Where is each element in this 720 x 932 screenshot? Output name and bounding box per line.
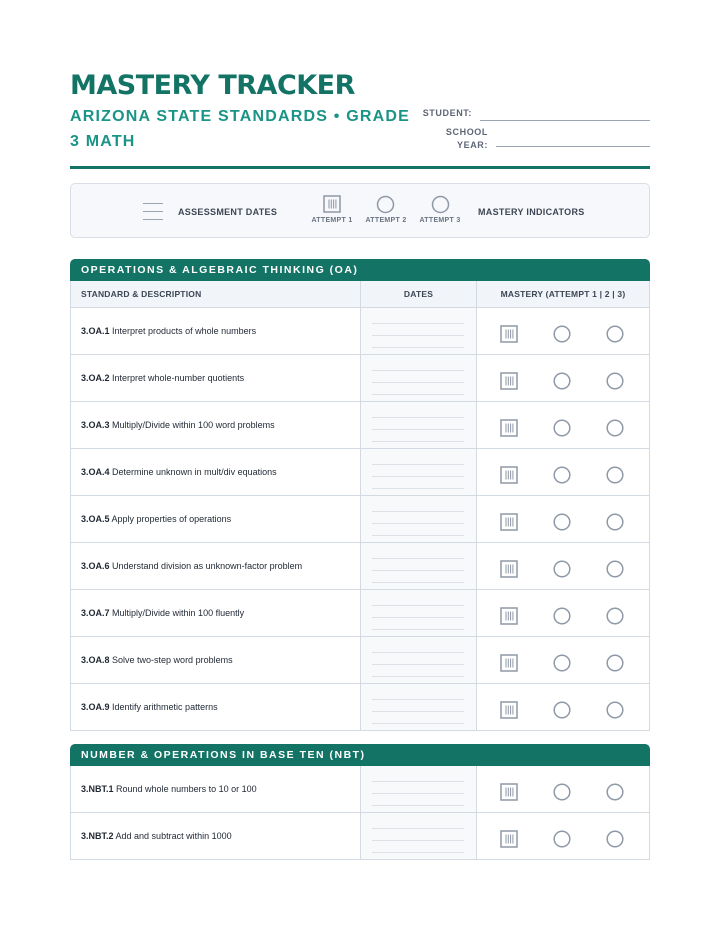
date-line[interactable] — [372, 652, 464, 653]
dates-cell[interactable] — [361, 449, 477, 495]
table-body — [71, 766, 649, 860]
page-title: MASTERY TRACKER — [70, 70, 355, 101]
date-line[interactable] — [372, 394, 464, 395]
date-line[interactable] — [372, 476, 464, 477]
mastery-cell — [477, 590, 649, 636]
mastery-cell — [477, 402, 649, 448]
legend-attempt1: ATTEMPT 1 — [311, 217, 353, 224]
date-line[interactable] — [372, 511, 464, 512]
circle-icon[interactable] — [606, 783, 624, 801]
mastery-cell — [477, 449, 649, 495]
circle-icon[interactable] — [606, 701, 624, 719]
date-line[interactable] — [372, 793, 464, 794]
date-line[interactable] — [372, 582, 464, 583]
date-line[interactable] — [372, 535, 464, 536]
circle-icon[interactable] — [553, 466, 571, 484]
dates-cell[interactable] — [361, 308, 477, 354]
table-row — [71, 449, 649, 496]
standard-code: 3.OA.1 — [81, 326, 110, 336]
standard-text: Understand division as unknown-factor problem — [112, 561, 303, 571]
circle-icon[interactable] — [553, 372, 571, 390]
circle-icon[interactable] — [553, 701, 571, 719]
circle-icon[interactable] — [553, 325, 571, 343]
mastery-cell — [477, 766, 649, 812]
school-year-field[interactable] — [496, 146, 650, 147]
standard-description — [71, 496, 361, 542]
circle-icon[interactable] — [553, 513, 571, 531]
box-tally-icon[interactable] — [500, 830, 518, 848]
date-lines-icon — [143, 203, 163, 221]
standard-description — [71, 766, 361, 812]
standard-text: Round whole numbers to 10 or 100 — [116, 784, 257, 794]
date-line[interactable] — [372, 805, 464, 806]
table-row — [71, 308, 649, 355]
date-line[interactable] — [372, 370, 464, 371]
standard-text: Interpret products of whole numbers — [112, 326, 257, 336]
circle-icon[interactable] — [553, 830, 571, 848]
section-oa — [70, 259, 650, 731]
standard-description — [71, 590, 361, 636]
box-tally-icon[interactable] — [500, 325, 518, 343]
date-line[interactable] — [372, 382, 464, 383]
date-line[interactable] — [372, 840, 464, 841]
date-line[interactable] — [372, 852, 464, 853]
table-body — [71, 308, 649, 731]
mastery-cell — [477, 684, 649, 730]
dates-cell[interactable] — [361, 590, 477, 636]
standard-code: 3.OA.4 — [81, 467, 110, 477]
legend — [70, 183, 650, 238]
table-row — [71, 684, 649, 731]
date-line[interactable] — [372, 523, 464, 524]
standard-code: 3.OA.5 — [81, 514, 110, 524]
student-label: STUDENT: — [422, 108, 472, 118]
legend-attempt2: ATTEMPT 2 — [365, 217, 407, 224]
circle-icon[interactable] — [553, 783, 571, 801]
dates-cell[interactable] — [361, 813, 477, 859]
standard-text: Identify arithmetic patterns — [112, 702, 218, 712]
table-row — [71, 543, 649, 590]
date-line[interactable] — [372, 629, 464, 630]
school-year-label-2: YEAR: — [456, 140, 488, 150]
standard-code: 3.OA.8 — [81, 655, 110, 665]
standard-text: Apply properties of operations — [111, 514, 232, 524]
circle-icon[interactable] — [606, 560, 624, 578]
date-line[interactable] — [372, 664, 464, 665]
circle-icon[interactable] — [553, 419, 571, 437]
standard-text: Interpret whole-number quotients — [112, 373, 245, 383]
standard-text: Add and subtract within 1000 — [115, 831, 232, 841]
table-row — [71, 355, 649, 402]
box-tally-icon[interactable] — [500, 419, 518, 437]
mastery-cell — [477, 496, 649, 542]
box-tally-icon[interactable] — [500, 607, 518, 625]
date-line[interactable] — [372, 781, 464, 782]
dates-cell[interactable] — [361, 766, 477, 812]
standard-description — [71, 813, 361, 859]
standard-code: 3.OA.2 — [81, 373, 110, 383]
standard-description — [71, 308, 361, 354]
standard-description — [71, 355, 361, 401]
box-tally-icon[interactable] — [500, 783, 518, 801]
dates-cell[interactable] — [361, 402, 477, 448]
standard-code: 3.OA.7 — [81, 608, 110, 618]
legend-mastery-label: MASTERY INDICATORS — [478, 207, 585, 217]
box-tally-icon[interactable] — [500, 466, 518, 484]
date-line[interactable] — [372, 429, 464, 430]
dates-cell[interactable] — [361, 543, 477, 589]
circle-icon[interactable] — [606, 372, 624, 390]
date-line[interactable] — [372, 488, 464, 489]
standard-description — [71, 684, 361, 730]
date-line[interactable] — [372, 570, 464, 571]
page-subtitle: ARIZONA STATE STANDARDS • GRADE 3 MATH — [70, 108, 410, 150]
date-line[interactable] — [372, 441, 464, 442]
legend-attempt3: ATTEMPT 3 — [419, 217, 461, 224]
dates-cell[interactable] — [361, 496, 477, 542]
section-title: OPERATIONS & ALGEBRAIC THINKING (OA) — [70, 259, 650, 281]
circle-icon[interactable] — [606, 654, 624, 672]
date-line[interactable] — [372, 828, 464, 829]
circle-icon[interactable] — [553, 607, 571, 625]
box-tally-icon[interactable] — [500, 513, 518, 531]
standard-description — [71, 543, 361, 589]
box-tally-icon[interactable] — [500, 701, 518, 719]
standard-code: 3.NBT.2 — [81, 831, 114, 841]
standard-text: Solve two-step word problems — [112, 655, 233, 665]
legend-dates-label: ASSESSMENT DATES — [178, 207, 278, 217]
date-line[interactable] — [372, 617, 464, 618]
box-tally-icon[interactable] — [500, 372, 518, 390]
standard-code: 3.NBT.1 — [81, 784, 114, 794]
dates-cell[interactable] — [361, 355, 477, 401]
standards-table — [70, 766, 650, 860]
header-rule — [70, 166, 650, 169]
circle-icon[interactable] — [606, 513, 624, 531]
student-field[interactable] — [480, 120, 650, 121]
box-tally-icon[interactable] — [500, 654, 518, 672]
standard-code: 3.OA.6 — [81, 561, 110, 571]
date-line[interactable] — [372, 464, 464, 465]
circle-icon[interactable] — [606, 466, 624, 484]
table-row — [71, 637, 649, 684]
box-tally-icon[interactable] — [500, 560, 518, 578]
table-row — [71, 813, 649, 860]
standard-code: 3.OA.9 — [81, 702, 110, 712]
column-header-mastery: MASTERY (ATTEMPT 1 | 2 | 3) — [500, 289, 626, 299]
standard-description — [71, 637, 361, 683]
date-line[interactable] — [372, 417, 464, 418]
standard-text: Multiply/Divide within 100 fluently — [112, 608, 245, 618]
date-line[interactable] — [372, 723, 464, 724]
date-line[interactable] — [372, 699, 464, 700]
date-line[interactable] — [372, 323, 464, 324]
date-line[interactable] — [372, 347, 464, 348]
column-header-standard: STANDARD & DESCRIPTION — [71, 281, 361, 307]
box-tally-icon — [323, 195, 341, 218]
column-header-dates: DATES — [361, 281, 477, 307]
circle-icon[interactable] — [553, 654, 571, 672]
page-header — [70, 70, 650, 170]
table-row — [71, 402, 649, 449]
standard-text: Multiply/Divide within 100 word problems — [112, 420, 275, 430]
circle-icon[interactable] — [606, 830, 624, 848]
circle-icon[interactable] — [606, 419, 624, 437]
circle-icon — [376, 195, 395, 219]
standard-description — [71, 449, 361, 495]
standards-table — [70, 281, 650, 731]
table-row — [71, 766, 649, 813]
date-line[interactable] — [372, 676, 464, 677]
mastery-cell — [477, 355, 649, 401]
date-line[interactable] — [372, 558, 464, 559]
section-nbt — [70, 744, 650, 860]
table-header — [71, 281, 649, 308]
standard-code: 3.OA.3 — [81, 420, 110, 430]
circle-icon — [431, 195, 450, 219]
circle-icon[interactable] — [606, 325, 624, 343]
school-year-label-1: SCHOOL — [445, 127, 488, 137]
date-line[interactable] — [372, 335, 464, 336]
standard-text: Determine unknown in mult/div equations — [112, 467, 277, 477]
section-title: NUMBER & OPERATIONS IN BASE TEN (NBT) — [70, 744, 650, 766]
circle-icon[interactable] — [606, 607, 624, 625]
mastery-cell — [477, 637, 649, 683]
dates-cell[interactable] — [361, 684, 477, 730]
mastery-cell — [477, 543, 649, 589]
table-row — [71, 496, 649, 543]
standard-description — [71, 402, 361, 448]
date-line[interactable] — [372, 711, 464, 712]
circle-icon[interactable] — [553, 560, 571, 578]
dates-cell[interactable] — [361, 637, 477, 683]
table-row — [71, 590, 649, 637]
mastery-cell — [477, 308, 649, 354]
date-line[interactable] — [372, 605, 464, 606]
mastery-cell — [477, 813, 649, 859]
